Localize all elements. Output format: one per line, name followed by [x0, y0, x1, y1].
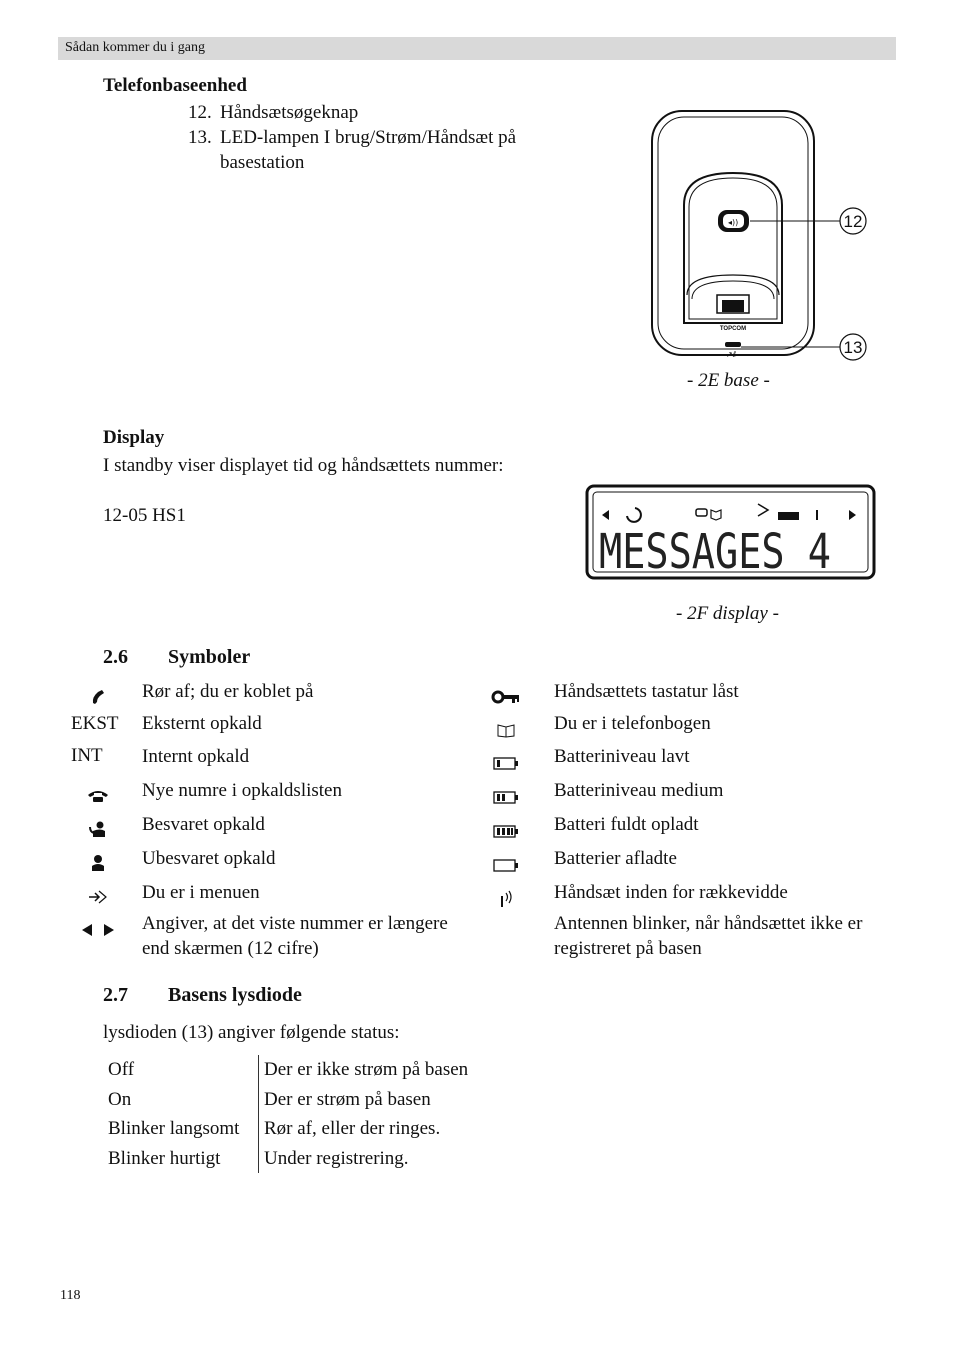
page-number: 118: [60, 1288, 81, 1303]
lcd-antenna-icon: [816, 510, 818, 520]
lcd-arrow-left-icon: [602, 510, 609, 520]
table-row: [103, 1114, 473, 1144]
led-intro: lysdioden (13) angiver følgende status:: [103, 1022, 400, 1043]
base-station-figure: [640, 105, 880, 365]
symbol-text-arrows-cont: end skærmen (12 cifre): [142, 938, 319, 959]
lcd-book-icon: [711, 510, 721, 520]
battery-medium-icon: [486, 784, 526, 810]
base-figure-caption: - 2E base -: [687, 370, 770, 391]
symbol-text-battery-full: Batteri fuldt opladt: [554, 814, 699, 835]
symbol-text-battery-empty: Batterier afladte: [554, 848, 677, 869]
table-row: [103, 1144, 473, 1174]
symbol-text-ekst: Eksternt opkald: [142, 713, 262, 734]
symbol-text-int: Internt opkald: [142, 746, 250, 767]
battery-low-icon: [486, 750, 526, 776]
symbol-text-answered: Besvaret opkald: [142, 814, 265, 835]
led-meaning: Under registrering.: [264, 1147, 409, 1169]
led-state: On: [103, 1085, 259, 1115]
handset-icon: [78, 684, 118, 710]
lcd-message-text: MESSAGES 4: [599, 524, 831, 580]
item-text-13-cont: basestation: [220, 152, 305, 173]
menu-enter-icon: [78, 884, 118, 910]
symbol-text-key: Håndsættets tastatur låst: [554, 681, 739, 702]
antenna-icon: [486, 886, 526, 912]
led-meaning: Der er ikke strøm på basen: [264, 1059, 469, 1080]
arrows-left-right-icon: [78, 917, 118, 943]
symbol-text-book: Du er i telefonbogen: [554, 713, 711, 734]
symbol-text-antenna-blink-cont: registreret på basen: [554, 938, 702, 959]
lcd-display-figure: [585, 484, 877, 580]
battery-full-icon: [486, 818, 526, 844]
led-state: Blinker hurtigt: [103, 1144, 259, 1174]
svg-text:◂)): ◂)): [728, 218, 739, 227]
led-meaning: Der er strøm på basen: [264, 1088, 431, 1110]
led-state: Blinker langsomt: [103, 1114, 259, 1144]
led-section-number: 2.7: [103, 984, 128, 1006]
lcd-handset-icon: [627, 508, 641, 522]
callout-13: 13: [843, 338, 863, 357]
symbols-section-number: 2.6: [103, 646, 128, 668]
symbol-text-battery-medium: Batteriniveau medium: [554, 780, 724, 801]
answered-call-icon: [78, 816, 118, 842]
int-symbol: INT: [71, 745, 103, 766]
base-section-title: Telefonbaseenhed: [103, 75, 247, 96]
callout-12: 12: [843, 212, 863, 231]
symbol-text-unanswered: Ubesvaret opkald: [142, 848, 276, 869]
person-icon: [78, 850, 118, 876]
symbol-text-battery-low: Batteriniveau lavt: [554, 746, 690, 767]
lcd-battery-icon: [778, 512, 799, 520]
phone-icon: [78, 783, 118, 809]
symbols-section-title: Symboler: [168, 646, 251, 668]
led-state: Off: [103, 1055, 259, 1085]
symbol-text-menu: Du er i menuen: [142, 882, 260, 903]
display-intro: I standby viser displayet tid og håndsættets nummer:: [103, 455, 504, 476]
symbol-text-antenna-blink: Antennen blinker, når håndsættet ikke er: [554, 913, 863, 934]
table-row: [103, 1055, 473, 1085]
book-icon: [486, 717, 526, 743]
item-text-13: LED-lampen I brug/Strøm/Håndsæt på: [220, 127, 517, 148]
display-figure-caption: - 2F display -: [676, 603, 779, 624]
brand-logo: TOPCOM: [719, 326, 747, 332]
svg-text:↗ℓ: ↗ℓ: [726, 350, 737, 359]
symbol-text-arrows: Angiver, at det viste nummer er længere: [142, 913, 448, 934]
led-meaning: Rør af, eller der ringes.: [264, 1118, 441, 1139]
symbol-text-handset: Rør af; du er koblet på: [142, 681, 314, 702]
battery-empty-icon: [486, 852, 526, 878]
symbol-text-antenna: Håndsæt inden for rækkevidde: [554, 882, 788, 903]
lcd-phone-icon: [696, 509, 707, 516]
led-section-title: Basens lysdiode: [168, 984, 302, 1006]
table-row: [103, 1085, 473, 1115]
symbol-text-new-numbers: Nye numre i opkaldslisten: [142, 780, 342, 801]
lcd-arrow-right-icon: [849, 510, 856, 520]
lcd-menu-icon: [758, 504, 768, 516]
item-number-13: 13.: [188, 127, 212, 148]
display-section-title: Display: [103, 427, 165, 448]
item-number-12: 12.: [188, 102, 212, 123]
running-title: Sådan kommer du i gang: [65, 40, 205, 55]
ekst-symbol: EKST: [71, 713, 119, 734]
display-example: 12-05 HS1: [103, 505, 186, 526]
key-icon: [486, 684, 526, 710]
item-text-12: Håndsætsøgeknap: [220, 102, 359, 123]
led-status-table: [103, 1055, 473, 1173]
